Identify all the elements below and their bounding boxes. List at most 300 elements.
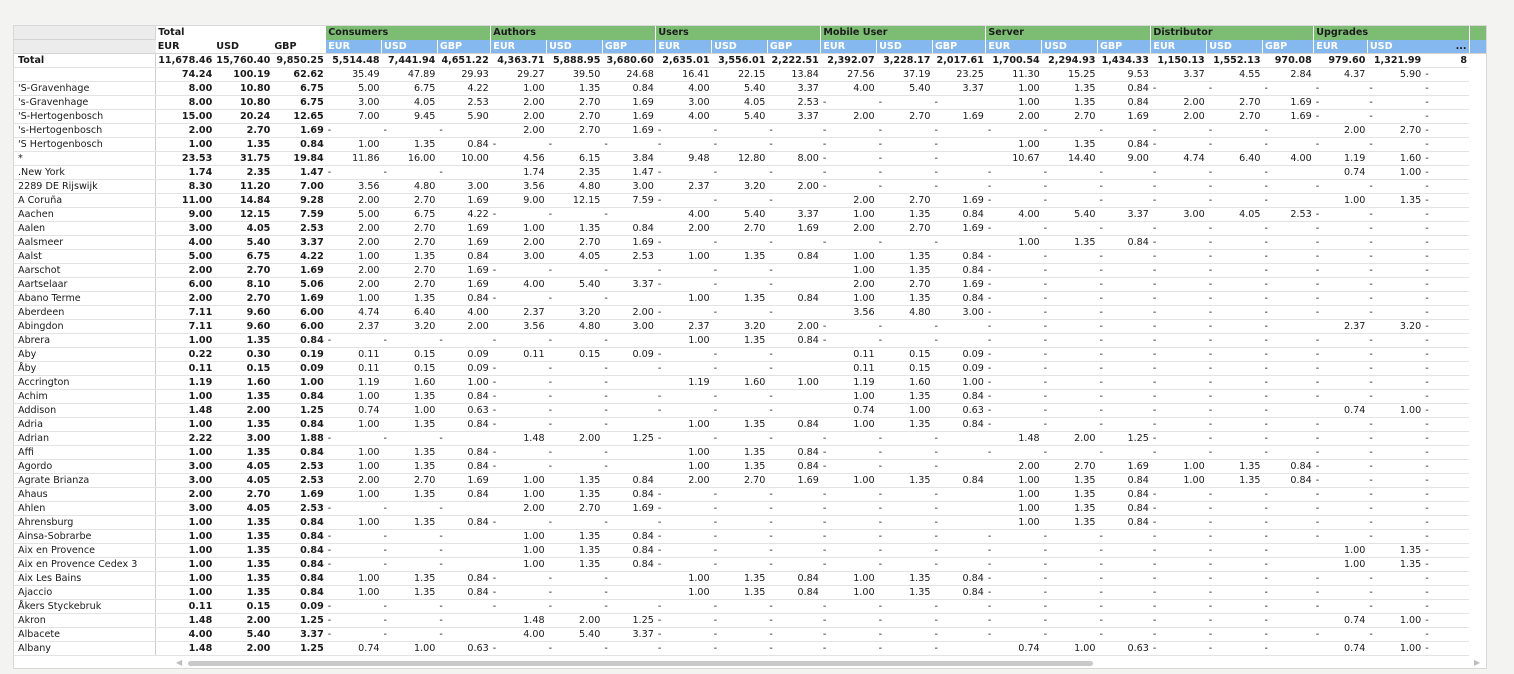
value-cell: - — [1367, 236, 1423, 250]
value-cell: - — [986, 362, 1042, 376]
value-cell: - — [1367, 446, 1423, 460]
value-cell: 1.35 — [712, 460, 768, 474]
value-cell: - — [547, 404, 603, 418]
value-cell: 0.74 — [986, 642, 1042, 656]
value-cell: 2.00 — [547, 614, 603, 628]
value-cell: 2.70 — [214, 124, 272, 138]
value-cell: 8.10 — [214, 278, 272, 292]
value-cell: 0.84 — [602, 82, 655, 96]
value-cell: 2.53 — [602, 250, 655, 264]
value-cell: - — [1097, 166, 1150, 180]
value-cell: 0.84 — [272, 390, 325, 404]
value-cell: 0.84 — [932, 264, 985, 278]
value-cell: - — [767, 516, 820, 530]
value-cell: - — [602, 264, 655, 278]
row-label[interactable]: * — [14, 152, 156, 166]
value-cell: 0.84 — [932, 474, 985, 488]
value-cell: - — [821, 152, 877, 166]
value-cell: 1.69 — [767, 474, 820, 488]
value-cell: - — [877, 236, 933, 250]
row-label[interactable]: Aalsmeer — [14, 236, 156, 250]
row-label[interactable]: Adria — [14, 418, 156, 432]
value-cell: 11,678.46 — [156, 54, 215, 68]
table-row[interactable] — [14, 264, 1486, 278]
table-row[interactable] — [14, 642, 1486, 656]
row-label[interactable]: Abingdon — [14, 320, 156, 334]
value-cell: 5.40 — [712, 110, 768, 124]
row-label[interactable]: Abano Terme — [14, 292, 156, 306]
value-cell: 7.59 — [272, 208, 325, 222]
value-cell: 5.00 — [326, 208, 382, 222]
table-row[interactable] — [14, 600, 1486, 614]
value-cell: - — [656, 558, 712, 572]
value-cell: - — [1207, 516, 1263, 530]
value-cell: - — [1367, 278, 1423, 292]
row-label[interactable]: Agrate Brianza — [14, 474, 156, 488]
table-row[interactable] — [14, 558, 1486, 572]
value-cell: 1.00 — [877, 404, 933, 418]
value-cell: 1.00 — [491, 530, 547, 544]
row-label[interactable]: Åkers Styckebruk — [14, 600, 156, 614]
currency-header[interactable]: GBP — [602, 40, 655, 54]
row-label[interactable]: 2289 DE Rijswijk — [14, 180, 156, 194]
table-row[interactable] — [14, 348, 1486, 362]
value-cell: - — [1263, 194, 1314, 208]
currency-header[interactable]: EUR — [986, 40, 1042, 54]
value-cell: - — [1151, 558, 1207, 572]
row-label[interactable]: Accrington — [14, 376, 156, 390]
table-row[interactable] — [14, 628, 1486, 642]
table-row[interactable] — [14, 362, 1486, 376]
row-label[interactable]: Ainsa-Sobrarbe — [14, 530, 156, 544]
table-row[interactable] — [14, 138, 1486, 152]
value-cell: - — [986, 446, 1042, 460]
value-cell: - — [877, 124, 933, 138]
currency-header[interactable]: USD — [712, 40, 768, 54]
table-row[interactable] — [14, 572, 1486, 586]
dimension-header-blank — [14, 26, 156, 40]
value-cell: - — [1263, 614, 1314, 628]
table-row[interactable] — [14, 446, 1486, 460]
value-cell: 3.00 — [326, 96, 382, 110]
currency-header[interactable]: USD — [877, 40, 933, 54]
value-cell: - — [437, 166, 490, 180]
table-row[interactable] — [14, 306, 1486, 320]
row-label[interactable]: Achim — [14, 390, 156, 404]
table-row[interactable] — [14, 222, 1486, 236]
row-label[interactable]: Aix en Provence — [14, 544, 156, 558]
row-label[interactable]: Aarschot — [14, 264, 156, 278]
value-cell: - — [1423, 194, 1469, 208]
horizontal-scrollbar[interactable] — [174, 660, 1484, 668]
row-label[interactable]: Agordo — [14, 460, 156, 474]
row-label[interactable]: Åby — [14, 362, 156, 376]
value-cell: - — [656, 642, 712, 656]
value-cell: 1.00 — [986, 516, 1042, 530]
value-cell: 5.40 — [877, 82, 933, 96]
table-row[interactable] — [14, 250, 1486, 264]
value-cell: - — [712, 390, 768, 404]
row-label[interactable]: Aix en Provence Cedex 3 — [14, 558, 156, 572]
currency-header[interactable]: USD — [382, 40, 438, 54]
table-row[interactable] — [14, 376, 1486, 390]
currency-header[interactable]: EUR — [821, 40, 877, 54]
value-cell: 4.05 — [214, 502, 272, 516]
value-cell: 4.22 — [437, 82, 490, 96]
value-cell: 2.70 — [547, 110, 603, 124]
value-cell: 0.84 — [437, 572, 490, 586]
currency-header[interactable]: USD — [547, 40, 603, 54]
value-cell: - — [1423, 446, 1469, 460]
value-cell: - — [1314, 208, 1368, 222]
value-cell: 0.09 — [437, 348, 490, 362]
value-cell: - — [1314, 292, 1368, 306]
currency-header[interactable]: EUR — [326, 40, 382, 54]
value-cell: - — [1314, 572, 1368, 586]
group-header-consumers[interactable]: Consumers — [326, 26, 491, 40]
value-cell: - — [932, 138, 985, 152]
value-cell: 1.35 — [877, 250, 933, 264]
value-cell: 1.00 — [1314, 544, 1368, 558]
value-cell: 2.70 — [1367, 124, 1423, 138]
table-row[interactable] — [14, 166, 1486, 180]
value-cell: - — [1042, 264, 1098, 278]
value-cell: 4.00 — [656, 208, 712, 222]
value-cell: 3.56 — [326, 180, 382, 194]
value-cell: - — [1314, 250, 1368, 264]
table-row[interactable] — [14, 404, 1486, 418]
pivot-table — [14, 26, 1486, 656]
value-cell: - — [1423, 250, 1469, 264]
value-cell: - — [382, 124, 438, 138]
value-cell: - — [712, 362, 768, 376]
value-cell: - — [821, 334, 877, 348]
row-label[interactable]: Aachen — [14, 208, 156, 222]
value-cell: 0.84 — [932, 418, 985, 432]
row-label[interactable]: Ahaus — [14, 488, 156, 502]
row-label[interactable]: Total — [14, 54, 156, 68]
value-cell: 2.70 — [547, 236, 603, 250]
value-cell: - — [1097, 320, 1150, 334]
value-cell: - — [1151, 180, 1207, 194]
value-cell: - — [1097, 124, 1150, 138]
value-cell: 4,363.71 — [491, 54, 547, 68]
value-cell: - — [1151, 446, 1207, 460]
value-cell: 1.00 — [156, 530, 215, 544]
value-cell: 1.25 — [272, 404, 325, 418]
value-cell: 5.00 — [156, 250, 215, 264]
value-cell: - — [547, 418, 603, 432]
value-cell: - — [1151, 614, 1207, 628]
value-cell: - — [1097, 292, 1150, 306]
table-row[interactable] — [14, 432, 1486, 446]
table-row[interactable] — [14, 278, 1486, 292]
value-cell: 0.09 — [602, 348, 655, 362]
row-label[interactable]: Adrian — [14, 432, 156, 446]
value-cell: - — [1423, 390, 1469, 404]
currency-header[interactable]: GBP — [1263, 40, 1314, 54]
table-row[interactable] — [14, 530, 1486, 544]
value-cell: 1.35 — [382, 488, 438, 502]
row-label[interactable]: Aalst — [14, 250, 156, 264]
row-label[interactable]: 's-Gravenhage — [14, 96, 156, 110]
value-cell: 4,651.22 — [437, 54, 490, 68]
value-cell: 0.84 — [437, 418, 490, 432]
value-cell: 1.35 — [1042, 138, 1098, 152]
value-cell: 0.84 — [932, 250, 985, 264]
value-cell: 0.84 — [437, 586, 490, 600]
row-label[interactable]: Ahrensburg — [14, 516, 156, 530]
value-cell: - — [1207, 558, 1263, 572]
value-cell: 1.00 — [326, 418, 382, 432]
currency-header[interactable]: GBP — [272, 40, 325, 54]
value-cell: - — [712, 404, 768, 418]
currency-header[interactable]: EUR — [491, 40, 547, 54]
value-cell: - — [1097, 586, 1150, 600]
value-cell: 14.40 — [1042, 152, 1098, 166]
row-label[interactable] — [14, 68, 156, 82]
value-cell: - — [656, 362, 712, 376]
value-cell: 1.00 — [1314, 194, 1368, 208]
row-label[interactable]: Ajaccio — [14, 586, 156, 600]
table-row[interactable] — [14, 516, 1486, 530]
row-label[interactable]: Ahlen — [14, 502, 156, 516]
value-cell: - — [1423, 320, 1469, 334]
row-label[interactable]: 'S-Gravenhage — [14, 82, 156, 96]
value-cell: - — [1207, 390, 1263, 404]
value-cell: - — [1151, 292, 1207, 306]
value-cell: 1.69 — [437, 278, 490, 292]
table-row[interactable] — [14, 488, 1486, 502]
value-cell: 1.35 — [877, 474, 933, 488]
value-cell: 2.70 — [382, 278, 438, 292]
value-cell: - — [986, 558, 1042, 572]
value-cell: - — [491, 516, 547, 530]
value-cell: 1,552.13 — [1207, 54, 1263, 68]
value-cell: 0.84 — [437, 390, 490, 404]
currency-header[interactable]: USD — [1207, 40, 1263, 54]
row-label[interactable]: Aalen — [14, 222, 156, 236]
value-cell: - — [1151, 418, 1207, 432]
row-label[interactable]: Aberdeen — [14, 306, 156, 320]
row-label[interactable]: Abrera — [14, 334, 156, 348]
value-cell: 0.84 — [767, 572, 820, 586]
table-row[interactable] — [14, 110, 1486, 124]
value-cell: 4.05 — [214, 474, 272, 488]
value-cell: 1.00 — [156, 334, 215, 348]
value-cell: - — [1367, 418, 1423, 432]
value-cell: - — [1423, 124, 1469, 138]
table-row[interactable] — [14, 334, 1486, 348]
value-cell: 3.56 — [491, 320, 547, 334]
value-cell: 62.62 — [272, 68, 325, 82]
value-cell: 1.19 — [156, 376, 215, 390]
value-cell: 23.53 — [156, 152, 215, 166]
value-cell: - — [1207, 180, 1263, 194]
currency-header[interactable]: GBP — [932, 40, 985, 54]
value-cell: 11.20 — [214, 180, 272, 194]
value-cell: 1.35 — [1367, 558, 1423, 572]
currency-header[interactable]: GBP — [1097, 40, 1150, 54]
scrollbar-thumb[interactable] — [188, 661, 1093, 666]
row-label[interactable]: Affi — [14, 446, 156, 460]
table-row[interactable] — [14, 320, 1486, 334]
value-cell: 1.69 — [767, 222, 820, 236]
row-label[interactable]: 'S Hertogenbosch — [14, 138, 156, 152]
group-header-upgrades[interactable]: Upgrades — [1314, 26, 1469, 40]
value-cell: 2.00 — [767, 180, 820, 194]
table-row[interactable] — [14, 82, 1486, 96]
value-cell: 1.35 — [1042, 96, 1098, 110]
value-cell: 0.84 — [1097, 474, 1150, 488]
value-cell: 1.00 — [491, 558, 547, 572]
value-cell: 1.00 — [326, 586, 382, 600]
table-row[interactable] — [14, 180, 1486, 194]
table-row[interactable] — [14, 418, 1486, 432]
value-cell: 1.88 — [272, 432, 325, 446]
value-cell: 6.40 — [382, 306, 438, 320]
row-label[interactable]: .New York — [14, 166, 156, 180]
group-header-distributor[interactable]: Distributor — [1151, 26, 1314, 40]
value-cell: - — [712, 502, 768, 516]
row-label[interactable]: 'S-Hertogenbosch — [14, 110, 156, 124]
group-header-server[interactable]: Server — [986, 26, 1151, 40]
row-label[interactable]: Albany — [14, 642, 156, 656]
currency-header[interactable]: USD — [1042, 40, 1098, 54]
value-cell: - — [602, 376, 655, 390]
row-label[interactable]: 's-Hertogenbosch — [14, 124, 156, 138]
value-cell: - — [1314, 446, 1368, 460]
row-label[interactable]: A Coruña — [14, 194, 156, 208]
value-cell: - — [712, 278, 768, 292]
currency-header[interactable]: GBP — [437, 40, 490, 54]
row-label[interactable]: Aix Les Bains — [14, 572, 156, 586]
value-cell: 5.40 — [712, 208, 768, 222]
value-cell: 1.69 — [1263, 96, 1314, 110]
value-cell: - — [932, 642, 985, 656]
group-header-authors[interactable]: Authors — [491, 26, 656, 40]
value-cell: - — [986, 614, 1042, 628]
table-row[interactable] — [14, 152, 1486, 166]
value-cell: - — [1423, 362, 1469, 376]
more-columns-indicator[interactable]: ... — [1423, 40, 1469, 54]
value-cell: 5.40 — [547, 628, 603, 642]
row-label[interactable]: Aartselaar — [14, 278, 156, 292]
value-cell: - — [1423, 586, 1469, 600]
value-cell: 4.22 — [272, 250, 325, 264]
currency-header[interactable]: GBP — [767, 40, 820, 54]
value-cell: 1.00 — [821, 572, 877, 586]
currency-header[interactable]: EUR — [1314, 40, 1368, 54]
table-row[interactable] — [14, 208, 1486, 222]
total-row[interactable] — [14, 54, 1486, 68]
value-cell: 1.35 — [382, 446, 438, 460]
table-row[interactable] — [14, 460, 1486, 474]
value-cell: - — [1263, 600, 1314, 614]
value-cell: 1.19 — [1314, 152, 1368, 166]
table-row[interactable] — [14, 544, 1486, 558]
table-row[interactable] — [14, 614, 1486, 628]
value-cell: - — [547, 362, 603, 376]
value-cell: 31.75 — [214, 152, 272, 166]
value-cell: 1.00 — [656, 446, 712, 460]
currency-header[interactable]: EUR — [656, 40, 712, 54]
value-cell: 9.00 — [1097, 152, 1150, 166]
value-cell: - — [1207, 320, 1263, 334]
value-cell: 1.69 — [932, 194, 985, 208]
row-label[interactable]: Akron — [14, 614, 156, 628]
table-row[interactable] — [14, 96, 1486, 110]
value-cell: - — [877, 516, 933, 530]
table-row[interactable] — [14, 586, 1486, 600]
value-cell: - — [986, 124, 1042, 138]
value-cell: - — [1367, 180, 1423, 194]
row-label[interactable]: Aby — [14, 348, 156, 362]
value-cell: - — [1151, 138, 1207, 152]
group-header-mobile-user[interactable]: Mobile User — [821, 26, 986, 40]
row-label[interactable]: Albacete — [14, 628, 156, 642]
scroll-right-arrow-icon[interactable]: ▶ — [1474, 658, 1481, 667]
value-cell: - — [1207, 376, 1263, 390]
value-cell: - — [712, 558, 768, 572]
scroll-left-arrow-icon[interactable]: ◀ — [176, 658, 183, 667]
value-cell: - — [1423, 334, 1469, 348]
table-row[interactable] — [14, 474, 1486, 488]
value-cell: 2.00 — [214, 404, 272, 418]
value-cell: 100.19 — [214, 68, 272, 82]
value-cell: - — [656, 530, 712, 544]
currency-header[interactable]: USD — [214, 40, 272, 54]
table-row[interactable] — [14, 292, 1486, 306]
value-cell: - — [712, 306, 768, 320]
row-label[interactable]: Addison — [14, 404, 156, 418]
value-cell: 1.25 — [272, 614, 325, 628]
group-header-users[interactable]: Users — [656, 26, 821, 40]
currency-header[interactable]: USD — [1367, 40, 1423, 54]
value-cell: 1.00 — [1042, 642, 1098, 656]
value-cell: 12.80 — [712, 152, 768, 166]
table-row[interactable] — [14, 236, 1486, 250]
value-cell: - — [1423, 292, 1469, 306]
value-cell: - — [1263, 432, 1314, 446]
value-cell: 12.15 — [214, 208, 272, 222]
value-cell: - — [656, 166, 712, 180]
value-cell: 39.50 — [547, 68, 603, 82]
table-row[interactable] — [14, 68, 1486, 82]
value-cell: - — [1314, 264, 1368, 278]
table-row[interactable] — [14, 502, 1486, 516]
value-cell: 1.00 — [821, 292, 877, 306]
value-cell: - — [712, 124, 768, 138]
value-cell: 1.35 — [547, 488, 603, 502]
value-cell: 0.11 — [156, 600, 215, 614]
value-cell: - — [1097, 446, 1150, 460]
value-cell: 2.70 — [382, 474, 438, 488]
table-row[interactable] — [14, 124, 1486, 138]
value-cell: 3.00 — [437, 180, 490, 194]
total-group-header[interactable]: Total — [156, 26, 326, 40]
value-cell: - — [1097, 418, 1150, 432]
value-cell: 4.00 — [437, 306, 490, 320]
currency-header[interactable]: EUR — [1151, 40, 1207, 54]
value-cell: 2.70 — [382, 236, 438, 250]
value-cell: - — [821, 320, 877, 334]
value-cell: - — [602, 292, 655, 306]
value-cell: - — [986, 628, 1042, 642]
table-row[interactable] — [14, 390, 1486, 404]
currency-header[interactable]: EUR — [156, 40, 215, 54]
table-row[interactable] — [14, 194, 1486, 208]
